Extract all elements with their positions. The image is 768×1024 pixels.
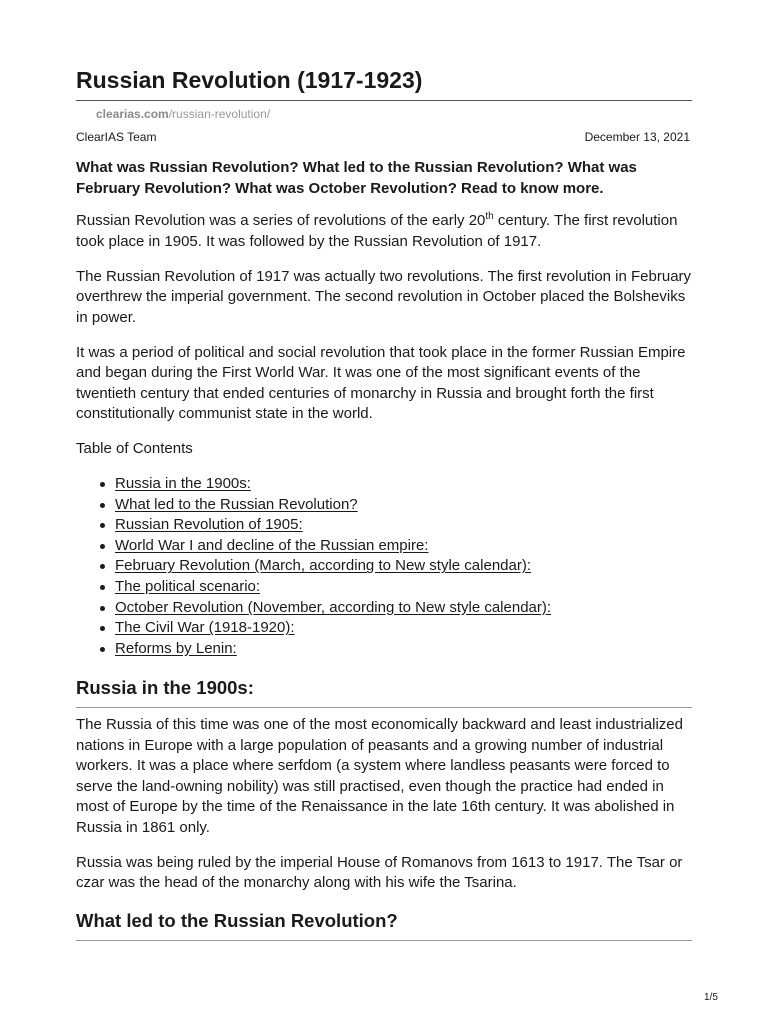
intro-text-b: century. The first revolution took place in 1905. It was followed by the Russian Revolution of 1917. bbox=[76, 212, 678, 250]
toc-link-revolution-1905[interactable]: Russian Revolution of 1905: bbox=[115, 516, 303, 534]
page-title: Russian Revolution (1917-1923) bbox=[76, 67, 423, 93]
source-url[interactable] bbox=[96, 106, 270, 122]
lead-paragraph: What was Russian Revolution? What led to the Russian Revolution? What was February Revolution? What was October Revolution? Read to know more. bbox=[76, 159, 637, 197]
intro-text-a: Russian Revolution was a series of revolutions of the early 20 bbox=[76, 212, 486, 229]
article-body bbox=[76, 158, 692, 948]
toc-item bbox=[115, 495, 692, 516]
source-domain[interactable]: clearias.com bbox=[96, 107, 169, 121]
toc-item bbox=[115, 556, 692, 577]
publish-date: December 13, 2021 bbox=[584, 130, 690, 144]
toc-link-civil-war[interactable]: The Civil War (1918-1920): bbox=[115, 619, 295, 637]
intro-paragraph-3: It was a period of political and social revolution that took place in the former Russian Empire and began during the First World War. It was one of the most significant events of the twentieth century that ended centuries of monarchy in Russia and brought forth the first constitutionally communist state in the world. bbox=[76, 343, 686, 422]
toc-item bbox=[115, 639, 692, 660]
page-number: 1/5 bbox=[704, 992, 718, 1003]
toc-link-what-led[interactable]: What led to the Russian Revolution? bbox=[115, 495, 358, 513]
title-divider bbox=[76, 100, 692, 101]
toc-link-ww1-decline[interactable]: World War I and decline of the Russian empire: bbox=[115, 536, 429, 554]
table-of-contents bbox=[76, 474, 692, 659]
section-heading-russia-1900s: Russia in the 1900s: bbox=[76, 675, 692, 708]
section1-paragraph-1: The Russia of this time was one of the most economically backward and least industrialized nations in Europe with a large population of peasants and a growing number of industrial workers. It was a place where serfdom (a system where landless peasants were forced to serve the land-owning nobility) was still practised, even though the practice had ended in most of Europe by the time of the Renaissance in the late 16th century. It was abolished in Russia in 1861 only. bbox=[76, 716, 683, 836]
toc-item bbox=[115, 515, 692, 536]
toc-item bbox=[115, 577, 692, 598]
intro-paragraph-2: The Russian Revolution of 1917 was actually two revolutions. The first revolution in February overthrew the imperial government. The second revolution in October placed the Bolsheviks in power. bbox=[76, 267, 692, 326]
toc-item bbox=[115, 618, 692, 639]
toc-link-russia-1900s[interactable]: Russia in the 1900s: bbox=[115, 475, 251, 492]
toc-item bbox=[115, 536, 692, 557]
intro-paragraph-1 bbox=[76, 211, 692, 252]
toc-item bbox=[115, 598, 692, 619]
section1-paragraph-2: Russia was being ruled by the imperial House of Romanovs from 1613 to 1917. The Tsar or czar was the head of the monarchy along with his wife the Tsarina. bbox=[76, 853, 683, 892]
source-path[interactable]: /russian-revolution/ bbox=[168, 107, 271, 121]
toc-heading: Table of Contents bbox=[76, 440, 193, 457]
toc-link-political-scenario[interactable]: The political scenario: bbox=[115, 577, 261, 595]
ordinal-suffix: th bbox=[485, 211, 494, 222]
toc-link-reforms-lenin[interactable]: Reforms by Lenin: bbox=[115, 639, 237, 657]
toc-item bbox=[115, 474, 692, 495]
toc-link-february-revolution[interactable]: February Revolution (March, according to New style calendar): bbox=[115, 557, 532, 575]
toc-link-october-revolution[interactable]: October Revolution (November, according to New style calendar): bbox=[115, 598, 552, 616]
author-name: ClearIAS Team bbox=[76, 130, 157, 144]
section-heading-what-led: What led to the Russian Revolution? bbox=[76, 908, 692, 941]
